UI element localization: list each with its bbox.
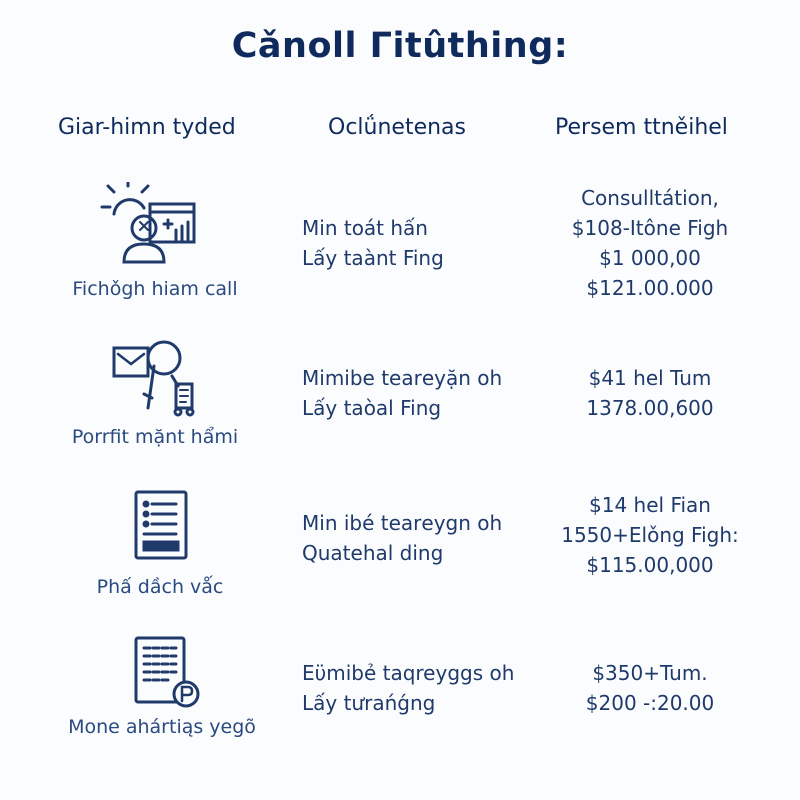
row-price: $41 hel Tum 1378.00,600 [586,366,714,420]
page-title: Cǎnoll Γitûthing: [231,26,569,66]
invoice-p-icon [132,634,202,710]
header-price: Persem ttněihel [555,115,728,140]
row-caption: Fichǒgh hiam call [72,278,238,300]
row-description: Min toát hấn Lấy taànt Fing [302,216,444,270]
header-description: Oclǘnetenas [328,115,466,140]
header-service-type: Giar-himn tyded [58,115,236,140]
row-price: $350+Tum. $200 -:20.00 [585,661,715,715]
document-list-icon [132,488,190,564]
row-caption: Phấ dầch vǻc [96,576,224,598]
row-caption: Mone ahártiąs yegõ [68,716,256,738]
row-description: Eϋmibẻ taqreyggs oh Lấy tưrańǵng [302,661,515,715]
row-description: Min ibé tearеуgn oh Quatehal ding [302,511,503,565]
row-description: Mimibe tearеуặn oh Lấy taòal Fing [302,366,503,420]
mail-magnifier-icon [108,338,203,420]
consultant-computer-icon [100,182,200,267]
row-price: $14 hel Fian 1550+Elǒng Figh: $115.00,000 [561,493,739,577]
row-caption: Porrfit mặnt hẩmi [71,426,239,448]
row-price: Consulltátion, $108-Itône Figh $1 000,00 $121.00.000 [571,186,729,300]
